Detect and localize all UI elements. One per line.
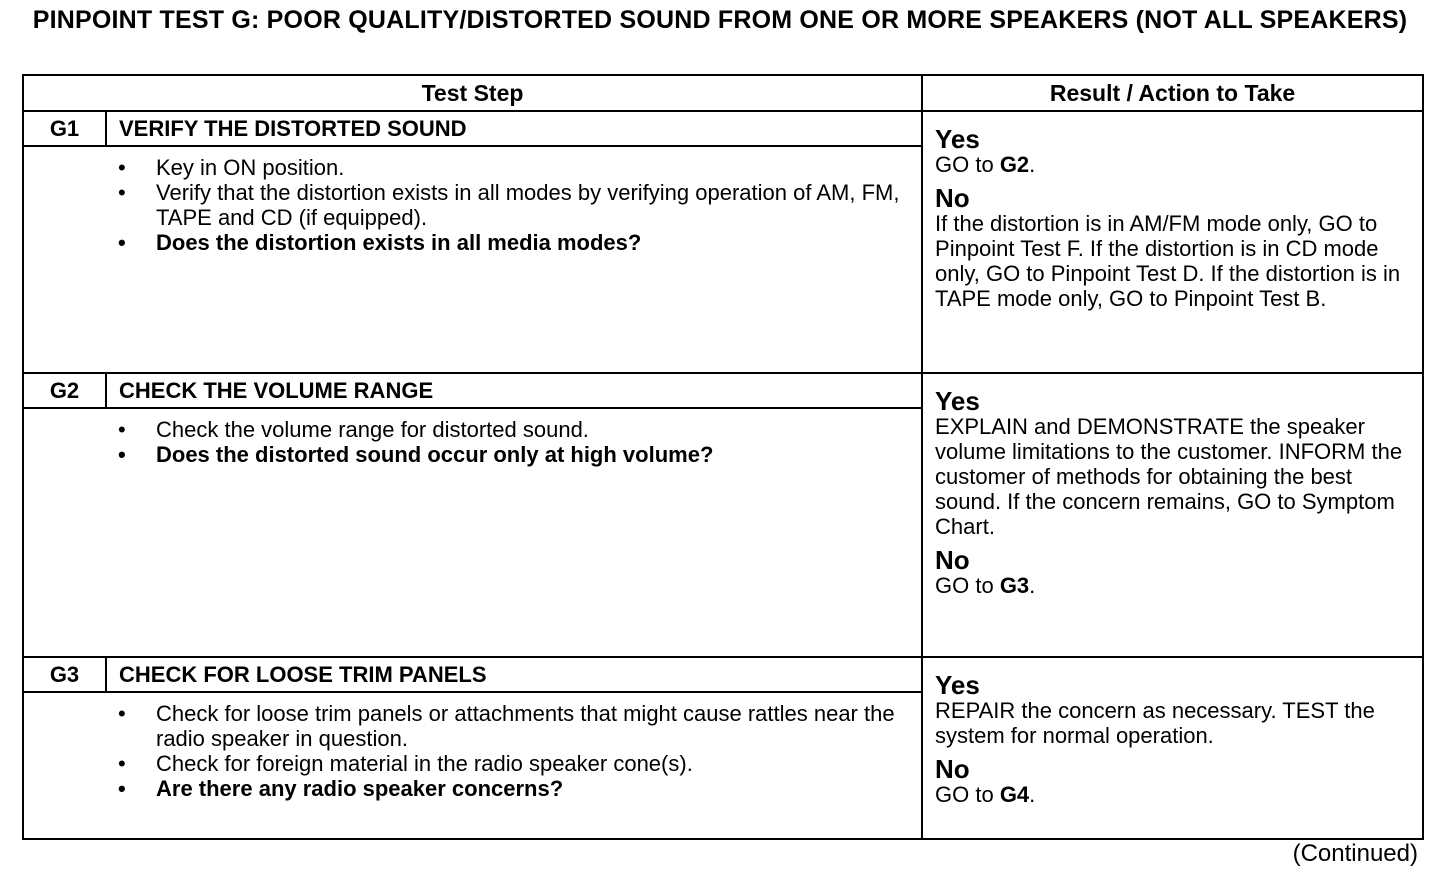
yes-action: EXPLAIN and DEMONSTRATE the speaker volume limitations to the customer. INFORM the customer of methods for obtaining the best sound. If the concern remains, GO to Symptom Chart. [935,414,1403,539]
no-label: No [935,754,970,784]
pinpoint-test-table [22,74,1424,840]
step-bullet: • Check the volume range for distorted sound. [106,417,911,442]
step-id: G2 [23,373,106,408]
step-title: CHECK THE VOLUME RANGE [106,373,922,408]
no-action: GO to G3. [935,573,1036,598]
yes-label: Yes [935,386,980,416]
header-result-action: Result / Action to Take [922,75,1423,111]
step-id: G1 [23,111,106,146]
step-question: • Are there any radio speaker concerns? [106,776,911,801]
step-bullet: • Check for loose trim panels or attachments that might cause rattles near the radio speaker in question. [106,701,911,751]
step-row-g3 [23,657,1423,692]
header-test-step: Test Step [23,75,922,111]
result-cell [922,111,1423,373]
yes-action: GO to G2. [935,152,1036,177]
continued-note: (Continued) [1292,840,1418,867]
step-instructions [106,146,922,373]
step-bullet: • Check for foreign material in the radio speaker cone(s). [106,751,911,776]
step-id-spacer [23,692,106,839]
no-action: GO to G4. [935,782,1036,807]
no-label: No [935,545,970,575]
step-title: VERIFY THE DISTORTED SOUND [106,111,922,146]
yes-label: Yes [935,124,980,154]
step-bullet: • Verify that the distortion exists in all modes by verifying operation of AM, FM, TAPE and CD (if equipped). [106,180,911,230]
step-title: CHECK FOR LOOSE TRIM PANELS [106,657,922,692]
no-action: If the distortion is in AM/FM mode only, GO to Pinpoint Test F. If the distortion is in CD mode only, GO to Pinpoint Test D. If the distortion is in TAPE mode only, GO to Pinpoint Test B. [935,211,1401,311]
step-instructions [106,408,922,657]
step-id-spacer [23,146,106,373]
step-instructions [106,692,922,839]
step-question: • Does the distortion exists in all media modes? [106,230,911,255]
page-title: PINPOINT TEST G: POOR QUALITY/DISTORTED SOUND FROM ONE OR MORE SPEAKERS (NOT ALL SPEAKERS) [32,6,1408,34]
yes-label: Yes [935,670,980,700]
table-header-row [23,75,1423,111]
step-row-g1 [23,111,1423,146]
step-bullet: • Key in ON position. [106,155,911,180]
step-id-spacer [23,408,106,657]
result-cell [922,657,1423,839]
step-question: • Does the distorted sound occur only at high volume? [106,442,911,467]
yes-action: REPAIR the concern as necessary. TEST the system for normal operation. [935,698,1375,748]
result-cell [922,373,1423,657]
step-row-g2 [23,373,1423,408]
step-id: G3 [23,657,106,692]
no-label: No [935,183,970,213]
